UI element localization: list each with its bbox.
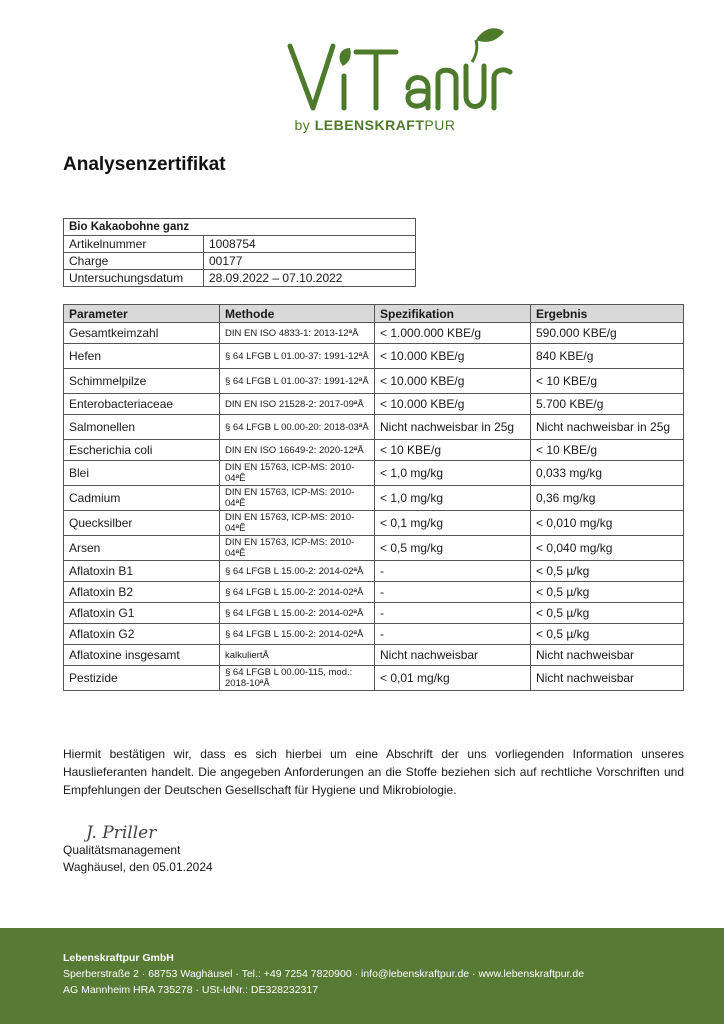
cell-parameter: Escherichia coli: [64, 440, 220, 461]
cell-method: DIN EN ISO 21528-2: 2017-09ªÅ: [220, 394, 375, 415]
cell-parameter: Arsen: [64, 536, 220, 561]
cell-parameter: Aflatoxine insgesamt: [64, 645, 220, 666]
cell-method: DIN EN 15763, ICP-MS: 2010-04ªÊ: [220, 536, 375, 561]
cell-specification: < 0,5 mg/kg: [375, 536, 531, 561]
table-row: [64, 344, 684, 369]
cell-specification: < 10.000 KBE/g: [375, 369, 531, 394]
cell-specification: -: [375, 582, 531, 603]
signatory-role: Qualitätsmanagement: [63, 843, 181, 857]
cell-method: DIN EN 15763, ICP-MS: 2010-04ªÊ: [220, 461, 375, 486]
product-info-table: [63, 218, 416, 287]
page-footer: [0, 928, 724, 1024]
footer-register: AG Mannheim HRA 735278 · USt-IdNr.: DE328232317: [63, 984, 319, 996]
cell-parameter: Aflatoxin G2: [64, 624, 220, 645]
table-row: [64, 666, 684, 691]
place-and-date: Waghäusel, den 05.01.2024: [63, 860, 213, 874]
cell-result: < 0,040 mg/kg: [531, 536, 684, 561]
cell-method: § 64 LFGB L 15.00-2: 2014-02ªÅ: [220, 624, 375, 645]
cell-parameter: Gesamtkeimzahl: [64, 323, 220, 344]
cell-method: § 64 LFGB L 15.00-2: 2014-02ªÅ: [220, 603, 375, 624]
document-title: Analysenzertifikat: [63, 154, 226, 175]
cell-result: Nicht nachweisbar: [531, 666, 684, 691]
product-name: Bio Kakaobohne ganz: [64, 219, 416, 236]
cell-method: § 64 LFGB L 00.00-20: 2018-03ªÅ: [220, 415, 375, 440]
cell-specification: -: [375, 603, 531, 624]
header-specification: Spezifikation: [375, 305, 531, 323]
svg-text:J. Priller: J. Priller: [86, 823, 157, 843]
cell-method: § 64 LFGB L 01.00-37: 1991-12ªÅ: [220, 344, 375, 369]
cell-specification: < 1,0 mg/kg: [375, 461, 531, 486]
info-value: 28.09.2022 – 07.10.2022: [204, 270, 416, 287]
info-value: 00177: [204, 253, 416, 270]
cell-method: DIN EN 15763, ICP-MS: 2010-04ªÊ: [220, 511, 375, 536]
cell-method: DIN EN 15763, ICP-MS: 2010-04ªÊ: [220, 486, 375, 511]
cell-method: § 64 LFGB L 00.00-115, mod.: 2018-10ªÅ: [220, 666, 375, 691]
cell-specification: < 0,01 mg/kg: [375, 666, 531, 691]
cell-specification: Nicht nachweisbar in 25g: [375, 415, 531, 440]
table-row: [64, 461, 684, 486]
footer-company: Lebenskraftpur GmbH: [63, 952, 174, 964]
cell-result: 0,36 mg/kg: [531, 486, 684, 511]
cell-parameter: Pestizide: [64, 666, 220, 691]
table-row: [64, 323, 684, 344]
cell-result: 840 KBE/g: [531, 344, 684, 369]
results-header-row: [64, 305, 684, 323]
info-label: Artikelnummer: [64, 236, 204, 253]
cell-specification: < 0,1 mg/kg: [375, 511, 531, 536]
brand-tagline: by LEBENSKRAFTPUR: [294, 117, 456, 133]
cell-specification: < 10.000 KBE/g: [375, 344, 531, 369]
cell-result: < 0,5 µ/kg: [531, 624, 684, 645]
cell-result: < 10 KBE/g: [531, 440, 684, 461]
cell-specification: < 10.000 KBE/g: [375, 394, 531, 415]
cell-method: § 64 LFGB L 15.00-2: 2014-02ªÅ: [220, 561, 375, 582]
cell-specification: -: [375, 624, 531, 645]
cell-parameter: Quecksilber: [64, 511, 220, 536]
table-row: [64, 440, 684, 461]
brand-logo: [0, 18, 724, 138]
cell-parameter: Aflatoxin G1: [64, 603, 220, 624]
cell-parameter: Aflatoxin B2: [64, 582, 220, 603]
cell-result: 590.000 KBE/g: [531, 323, 684, 344]
info-label: Charge: [64, 253, 204, 270]
cell-parameter: Enterobacteriaceae: [64, 394, 220, 415]
table-row: [64, 394, 684, 415]
cell-parameter: Hefen: [64, 344, 220, 369]
cell-parameter: Blei: [64, 461, 220, 486]
cell-parameter: Cadmium: [64, 486, 220, 511]
cell-specification: < 10 KBE/g: [375, 440, 531, 461]
table-row: [64, 369, 684, 394]
cell-specification: < 1.000.000 KBE/g: [375, 323, 531, 344]
vitanur-logo-mark: [0, 18, 724, 118]
table-row: [64, 415, 684, 440]
cell-method: § 64 LFGB L 15.00-2: 2014-02ªÅ: [220, 582, 375, 603]
table-row: [64, 582, 684, 603]
table-row: [64, 486, 684, 511]
table-row: [64, 624, 684, 645]
info-value: 1008754: [204, 236, 416, 253]
table-row: [64, 561, 684, 582]
product-info-row: [64, 236, 416, 253]
signature-block: [63, 842, 213, 876]
header-method: Methode: [220, 305, 375, 323]
cell-result: 0,033 mg/kg: [531, 461, 684, 486]
cell-specification: -: [375, 561, 531, 582]
product-name-row: [64, 219, 416, 236]
cell-method: § 64 LFGB L 01.00-37: 1991-12ªÅ: [220, 369, 375, 394]
header-result: Ergebnis: [531, 305, 684, 323]
cell-method: DIN EN ISO 16649-2: 2020-12ªÅ: [220, 440, 375, 461]
table-row: [64, 645, 684, 666]
cell-result: < 0,5 µ/kg: [531, 582, 684, 603]
cell-result: Nicht nachweisbar: [531, 645, 684, 666]
product-info-row: [64, 253, 416, 270]
table-row: [64, 603, 684, 624]
cell-result: 5.700 KBE/g: [531, 394, 684, 415]
cell-result: < 0,5 µ/kg: [531, 561, 684, 582]
cell-result: < 0,010 mg/kg: [531, 511, 684, 536]
cell-specification: Nicht nachweisbar: [375, 645, 531, 666]
cell-result: Nicht nachweisbar in 25g: [531, 415, 684, 440]
results-body: [64, 323, 684, 691]
cell-specification: < 1,0 mg/kg: [375, 486, 531, 511]
header-parameter: Parameter: [64, 305, 220, 323]
product-info-row: [64, 270, 416, 287]
footer-address: Sperberstraße 2 · 68753 Waghäusel · Tel.: +49 7254 7820900 · info@lebenskraftpur.de · www.lebenskraftpur.de: [63, 968, 585, 980]
cell-parameter: Salmonellen: [64, 415, 220, 440]
info-label: Untersuchungsdatum: [64, 270, 204, 287]
cell-parameter: Aflatoxin B1: [64, 561, 220, 582]
analysis-results-table: [63, 304, 684, 691]
table-row: [64, 536, 684, 561]
cell-method: DIN EN ISO 4833-1: 2013-12ªÅ: [220, 323, 375, 344]
handwritten-signature: [84, 820, 164, 844]
table-row: [64, 511, 684, 536]
cell-result: < 10 KBE/g: [531, 369, 684, 394]
confirmation-statement: Hiermit bestätigen wir, dass es sich hierbei um eine Abschrift der uns vorliegenden Information unseres Hauslieferanten handelt. Die angegeben Anforderungen an die Stoffe beziehen sich auf rechtliche Vorschriften und Empfehlungen der Deutschen Gesellschaft für Hygiene und Mikrobiologie.: [63, 747, 684, 797]
cell-result: < 0,5 µ/kg: [531, 603, 684, 624]
cell-parameter: Schimmelpilze: [64, 369, 220, 394]
cell-method: kalkuliertÅ: [220, 645, 375, 666]
